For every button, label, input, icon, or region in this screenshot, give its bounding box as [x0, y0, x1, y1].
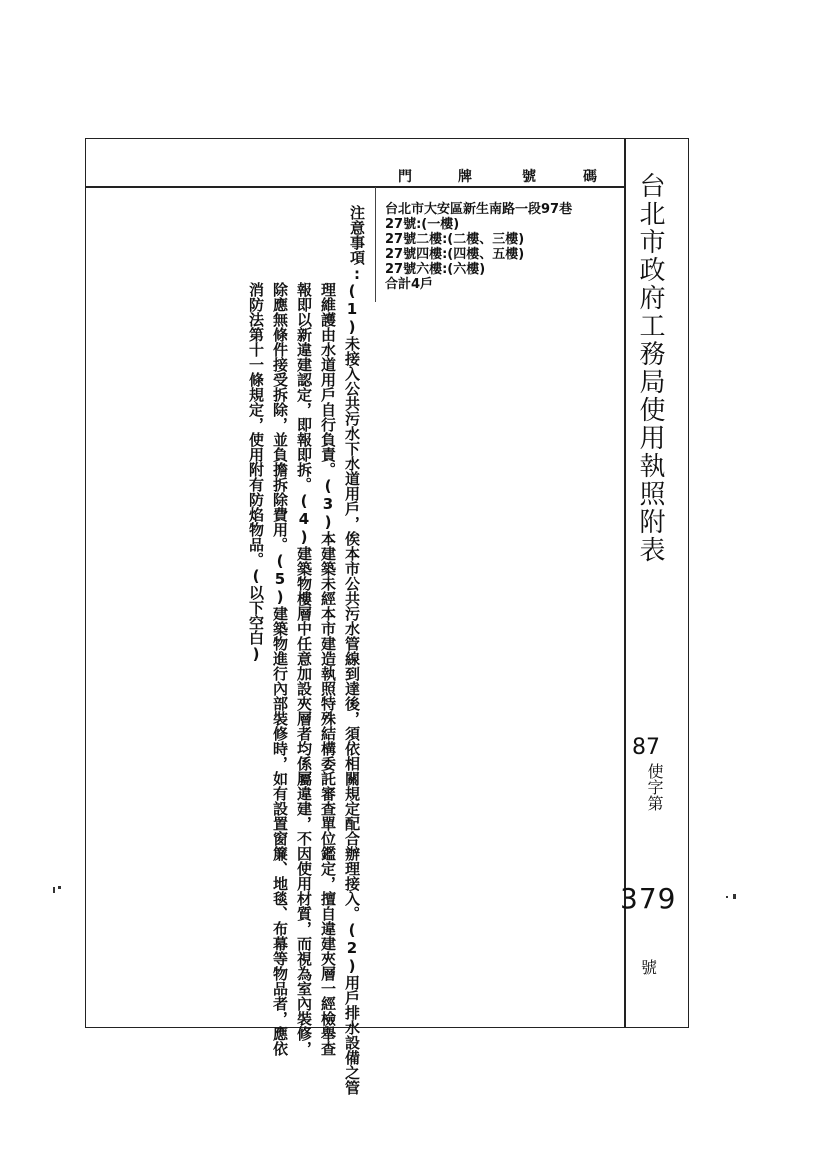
permit-year: 87: [632, 735, 660, 760]
header-cell-pai: 牌: [458, 169, 472, 185]
address-line: 27號六樓:(六樓): [385, 262, 486, 277]
scan-speck-icon: [725, 892, 739, 902]
header-cell-ma: 碼: [583, 169, 597, 185]
note-column-2: 理維護由水道用戶自行負責。(3)本建築未經本市建造執照特殊結構委託審查單位鑑定，擅自違建夾層一經檢舉查: [319, 282, 337, 1056]
note-column-5: 消防法第十一條規定，使用附有防焰物品。(以下空白): [247, 282, 265, 663]
header-cell-men: 門: [398, 169, 412, 185]
address-line: 27號四樓:(四樓、五樓): [385, 247, 525, 262]
note-column-1: (1)未接入公共污水下水道用戶，俟本市公共污水管線到達後，須依相關規定配合辦理接入。(2)用戶排水設備之管: [343, 282, 361, 1095]
note-column-4: 除應無條件接受拆除，並負擔拆除費用。(5)建築物進行內部裝修時，如有設置窗簾、地毯、布幕等物品者，應依: [271, 282, 289, 1056]
form-title: 台北市政府工務局使用執照附表: [635, 172, 665, 564]
notes-title: 注意事項:: [348, 205, 366, 283]
permit-number: 379: [620, 882, 677, 915]
header-cell-hao: 號: [522, 169, 536, 185]
address-block: [385, 202, 572, 292]
permit-suffix: 號: [641, 958, 658, 977]
address-line: 27號:(一樓): [385, 217, 460, 232]
address-line: 合計4戶: [385, 277, 434, 292]
scan-speck-icon: [52, 884, 64, 896]
address-separator: [375, 187, 376, 302]
permit-word: 使字第: [645, 763, 664, 811]
address-line: 台北市大安區新生南路一段97巷: [385, 202, 573, 217]
address-line: 27號二樓:(二樓、三樓): [385, 232, 525, 247]
header-rule: [86, 186, 624, 188]
note-column-3: 報即以新違建認定，即報即拆。(4)建築物樓層中任意加設夾層者均係屬違建，不因使用材質，而視為室內裝修，: [295, 282, 313, 1056]
